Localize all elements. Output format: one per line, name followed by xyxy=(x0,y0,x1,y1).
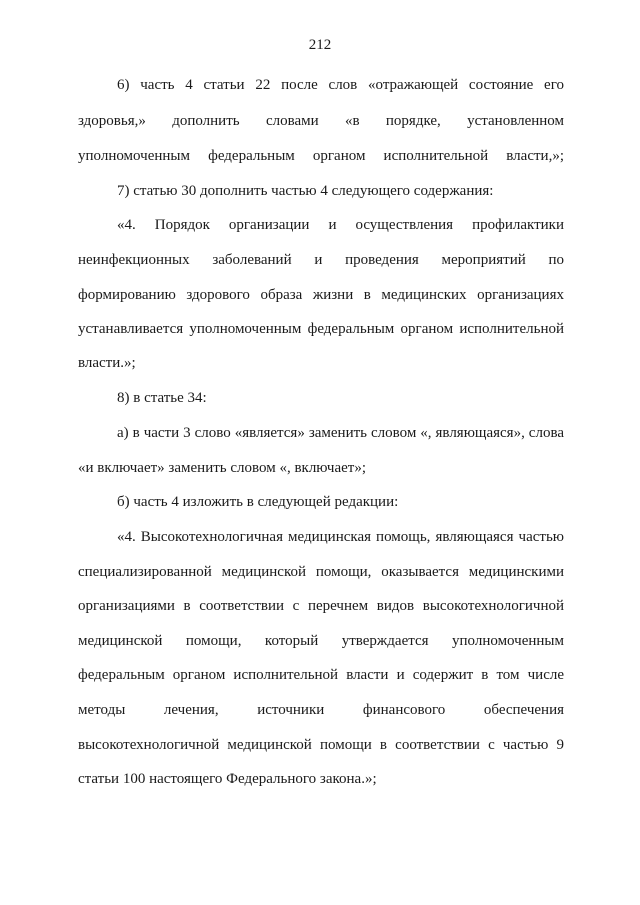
text-line: власти.»; xyxy=(78,355,136,371)
text-line: федеральным органом исполнительной власти и содержит в том числе xyxy=(78,667,564,683)
text-line: формированию здорового образа жизни в медицинских организациях xyxy=(78,287,564,303)
text-line: методы лечения, источники финансового обеспечения xyxy=(78,702,564,718)
text-line: организациями в соответствии с перечнем видов высокотехнологичной xyxy=(78,598,564,614)
text-line: 8) в статье 34: xyxy=(117,390,207,406)
text-line: устанавливается уполномоченным федеральным органом исполнительной xyxy=(78,321,564,337)
text-line: «4. Порядок организации и осуществления профилактики xyxy=(117,217,564,233)
text-line: статьи 100 настоящего Федерального закона.»; xyxy=(78,771,377,787)
text-line: здоровья,» дополнить словами «в порядке, установленном xyxy=(78,113,564,129)
text-line: высокотехнологичной медицинской помощи в соответствии с частью 9 xyxy=(78,737,564,753)
text-line: 7) статью 30 дополнить частью 4 следующего содержания: xyxy=(117,183,494,199)
text-line: «и включает» заменить словом «, включает»; xyxy=(78,460,367,476)
page-number: 212 xyxy=(308,37,332,53)
text-line: неинфекционных заболеваний и проведения мероприятий по xyxy=(78,252,564,268)
text-line: специализированной медицинской помощи, оказывается медицинскими xyxy=(78,564,564,580)
text-line: медицинской помощи, который утверждается уполномоченным xyxy=(78,633,564,649)
text-line: «4. Высокотехнологичная медицинская помощь, являющаяся частью xyxy=(117,529,564,545)
text-line: уполномоченным федеральным органом исполнительной власти,»; xyxy=(78,148,564,164)
text-line: 6) часть 4 статьи 22 после слов «отражающей состояние его xyxy=(117,77,564,93)
text-line: а) в части 3 слово «является» заменить словом «, являющаяся», слова xyxy=(117,425,564,441)
text-line: б) часть 4 изложить в следующей редакции: xyxy=(117,494,399,510)
